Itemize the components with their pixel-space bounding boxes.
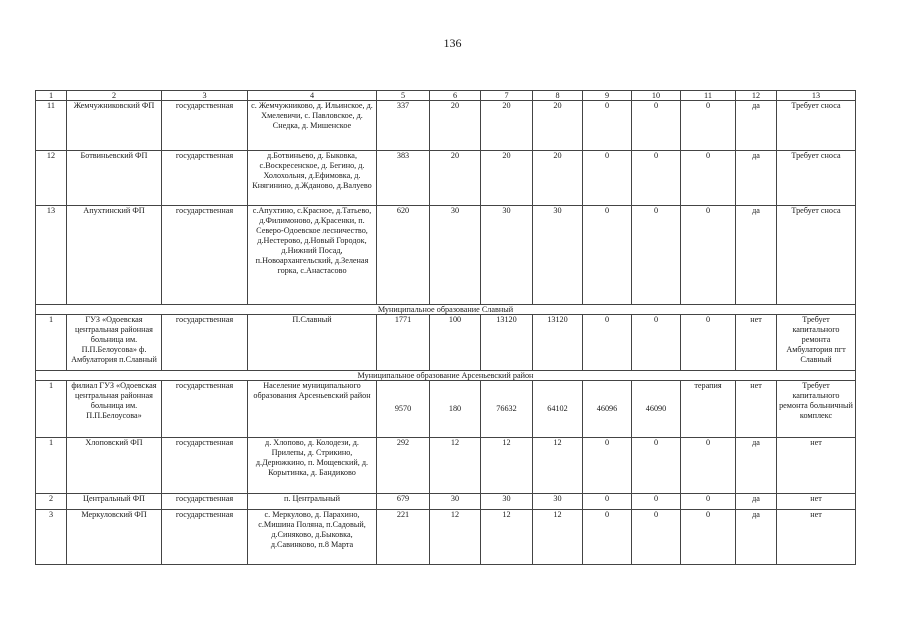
table-cell: 0 (583, 101, 632, 151)
table-cell: 221 (377, 510, 430, 565)
table-row (36, 438, 856, 494)
table-cell: да (736, 438, 777, 494)
table-cell: Население муниципального образования Арсеньевский район (248, 381, 377, 438)
table-cell: 620 (377, 206, 430, 305)
column-number: 4 (248, 91, 377, 101)
table-cell: Ботвиньевский ФП (67, 151, 162, 206)
table-cell: да (736, 510, 777, 565)
table-cell: 679 (377, 494, 430, 510)
data-table (35, 90, 856, 565)
table-cell: 30 (430, 206, 481, 305)
column-number: 7 (481, 91, 533, 101)
table-cell: 12 (430, 510, 481, 565)
table-cell: 3 (36, 510, 67, 565)
table-cell: 20 (533, 151, 583, 206)
table-cell: Хлоповский ФП (67, 438, 162, 494)
table-cell: 0 (632, 494, 681, 510)
table-cell: 1 (36, 315, 67, 371)
table-cell: 180 (430, 381, 481, 438)
table-row (36, 381, 856, 438)
table-cell: 0 (681, 206, 736, 305)
table-cell: 12 (533, 438, 583, 494)
column-number: 1 (36, 91, 67, 101)
table-cell: 0 (681, 510, 736, 565)
table-cell: 0 (632, 151, 681, 206)
table-cell: 12 (430, 438, 481, 494)
page-number: 136 (443, 36, 462, 50)
table-cell: Апухтинский ФП (67, 206, 162, 305)
table-cell: с. Жемчужниково, д. Ильинское, д. Хмелевичи, с. Павловское, д. Снедка, д. Мишенское (248, 101, 377, 151)
table-cell: Требует капитального ремонта больничный комплекс (777, 381, 856, 438)
column-number: 2 (67, 91, 162, 101)
table-cell: государственная (162, 101, 248, 151)
table-cell: 0 (681, 101, 736, 151)
table-cell: филиал ГУЗ «Одоевская центральная районная больница им. П.П.Белоусова» (67, 381, 162, 438)
table-cell: Центральный ФП (67, 494, 162, 510)
table-cell: нет (777, 510, 856, 565)
table-cell: д.Ботвиньево, д. Быковка, с.Воскресенское, д. Бегино, д. Холохольня, д.Ефимовка, д. Княгинино, д.Жданово, д.Валуево (248, 151, 377, 206)
section-row (36, 305, 856, 315)
column-number: 11 (681, 91, 736, 101)
table-cell: государственная (162, 315, 248, 371)
table-cell: да (736, 151, 777, 206)
table-cell: 337 (377, 101, 430, 151)
table-cell: 0 (681, 494, 736, 510)
table-cell: 0 (632, 101, 681, 151)
table-cell: да (736, 206, 777, 305)
column-number: 12 (736, 91, 777, 101)
column-number: 10 (632, 91, 681, 101)
table-cell: 1771 (377, 315, 430, 371)
table-cell: 64102 (533, 381, 583, 438)
table-cell: 0 (583, 438, 632, 494)
table-cell: нет (736, 381, 777, 438)
table-cell: 20 (430, 101, 481, 151)
table-row (36, 101, 856, 151)
table-cell: с. Меркулово, д. Парахино, с.Мишина Поляна, п.Садовый, д.Синяково, д.Быковка, д.Савинково, п.8 Марта (248, 510, 377, 565)
table-cell: 30 (533, 206, 583, 305)
column-number: 8 (533, 91, 583, 101)
column-number: 6 (430, 91, 481, 101)
table-cell: 0 (583, 494, 632, 510)
table-row (36, 494, 856, 510)
table-cell: П.Славный (248, 315, 377, 371)
table-cell: государственная (162, 206, 248, 305)
table-cell: Требует капитального ремонта Амбулатория пгт Славный (777, 315, 856, 371)
table-cell: 383 (377, 151, 430, 206)
table-cell: 20 (481, 151, 533, 206)
table-cell: 12 (36, 151, 67, 206)
table-cell: 76632 (481, 381, 533, 438)
table-cell: 9570 (377, 381, 430, 438)
table-cell: Требует сноса (777, 101, 856, 151)
table-cell: Требует сноса (777, 151, 856, 206)
table-cell: 30 (430, 494, 481, 510)
table-cell: п. Центральный (248, 494, 377, 510)
table-cell: 0 (632, 438, 681, 494)
table-cell: 13120 (481, 315, 533, 371)
table-cell: 0 (583, 510, 632, 565)
table-cell: 0 (583, 151, 632, 206)
table-cell: 1 (36, 438, 67, 494)
table-cell: 12 (481, 510, 533, 565)
header-row (36, 91, 856, 101)
table-cell: 20 (533, 101, 583, 151)
table-cell: нет (736, 315, 777, 371)
table-cell: 20 (481, 101, 533, 151)
table-cell: 0 (632, 206, 681, 305)
table-cell: 0 (681, 151, 736, 206)
table-cell: 11 (36, 101, 67, 151)
table-cell: государственная (162, 510, 248, 565)
table-cell: 13 (36, 206, 67, 305)
column-number: 3 (162, 91, 248, 101)
table-cell: 30 (481, 206, 533, 305)
table-cell: Требует сноса (777, 206, 856, 305)
table-cell: 292 (377, 438, 430, 494)
table-cell: Жемчужниковский ФП (67, 101, 162, 151)
table-cell: 46096 (583, 381, 632, 438)
table-cell: государственная (162, 438, 248, 494)
table-cell: да (736, 101, 777, 151)
table-cell: 0 (681, 315, 736, 371)
table-cell: 30 (533, 494, 583, 510)
table-cell: нет (777, 494, 856, 510)
section-title: Муниципальное образование Арсеньевский район (36, 371, 856, 381)
table-cell: 0 (632, 510, 681, 565)
table-row (36, 151, 856, 206)
section-row (36, 371, 856, 381)
table-cell: Меркуловский ФП (67, 510, 162, 565)
table-cell: государственная (162, 494, 248, 510)
table-cell: 20 (430, 151, 481, 206)
table-cell: терапия (681, 381, 736, 438)
table-row (36, 510, 856, 565)
table-cell: 12 (533, 510, 583, 565)
table-cell: ГУЗ «Одоевская центральная районная больница им. П.П.Белоусова» ф. Амбулатория п.Славный (67, 315, 162, 371)
table-cell: 0 (583, 315, 632, 371)
table-cell: 100 (430, 315, 481, 371)
table-cell: государственная (162, 151, 248, 206)
section-title: Муниципальное образование Славный (36, 305, 856, 315)
column-number: 9 (583, 91, 632, 101)
table-cell: с.Апухтино, с.Красное, д.Татьево, д.Филимоново, д.Красенки, п. Северо-Одоевское лесничество, д.Нестерово, д.Новый Городок, д.Нижний Посад, п.Новоархангельский, д.Зеленая горка, с.Анастасово (248, 206, 377, 305)
table-cell: 13120 (533, 315, 583, 371)
table-cell: государственная (162, 381, 248, 438)
table-cell: 46090 (632, 381, 681, 438)
table-row (36, 315, 856, 371)
table-cell: нет (777, 438, 856, 494)
table-cell: 2 (36, 494, 67, 510)
table-cell: 1 (36, 381, 67, 438)
table-cell: 0 (632, 315, 681, 371)
table-cell: да (736, 494, 777, 510)
table-row (36, 206, 856, 305)
table-cell: 12 (481, 438, 533, 494)
table-cell: 0 (583, 206, 632, 305)
column-number: 5 (377, 91, 430, 101)
table-cell: д. Хлопово, д. Колодези, д. Прилепы, д. Стрикино, д.Дерюжкино, п. Мощевский, д. Корытинка, д. Бандиково (248, 438, 377, 494)
table-cell: 0 (681, 438, 736, 494)
table-cell: 30 (481, 494, 533, 510)
column-number: 13 (777, 91, 856, 101)
